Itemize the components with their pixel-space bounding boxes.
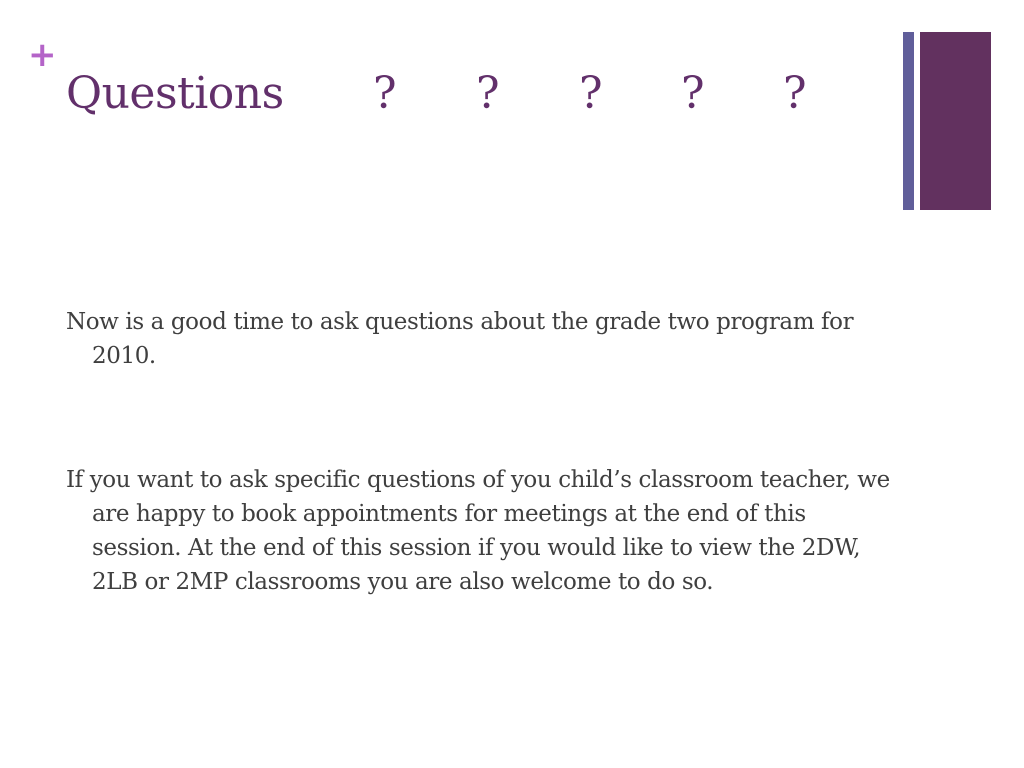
question-mark: ? <box>783 68 807 119</box>
title-text: Questions <box>66 68 284 119</box>
question-mark: ? <box>476 68 500 119</box>
body-paragraph: Now is a good time to ask questions about the grade two program for 2010. <box>66 309 854 369</box>
accent-bar-thick <box>920 32 991 210</box>
slide-body <box>66 305 896 599</box>
accent-bar-thin <box>903 32 914 210</box>
question-mark: ? <box>681 68 705 119</box>
body-paragraph: If you want to ask specific questions of you child’s classroom teacher, we are happy to book appointments for meetings at the end of this session. At the end of this session if you would like to view the 2DW, 2LB or 2MP classrooms you are also welcome to do so. <box>66 467 890 595</box>
question-mark: ? <box>373 68 397 119</box>
plus-icon: + <box>28 35 57 75</box>
question-mark: ? <box>579 68 603 119</box>
slide-title <box>66 62 886 126</box>
